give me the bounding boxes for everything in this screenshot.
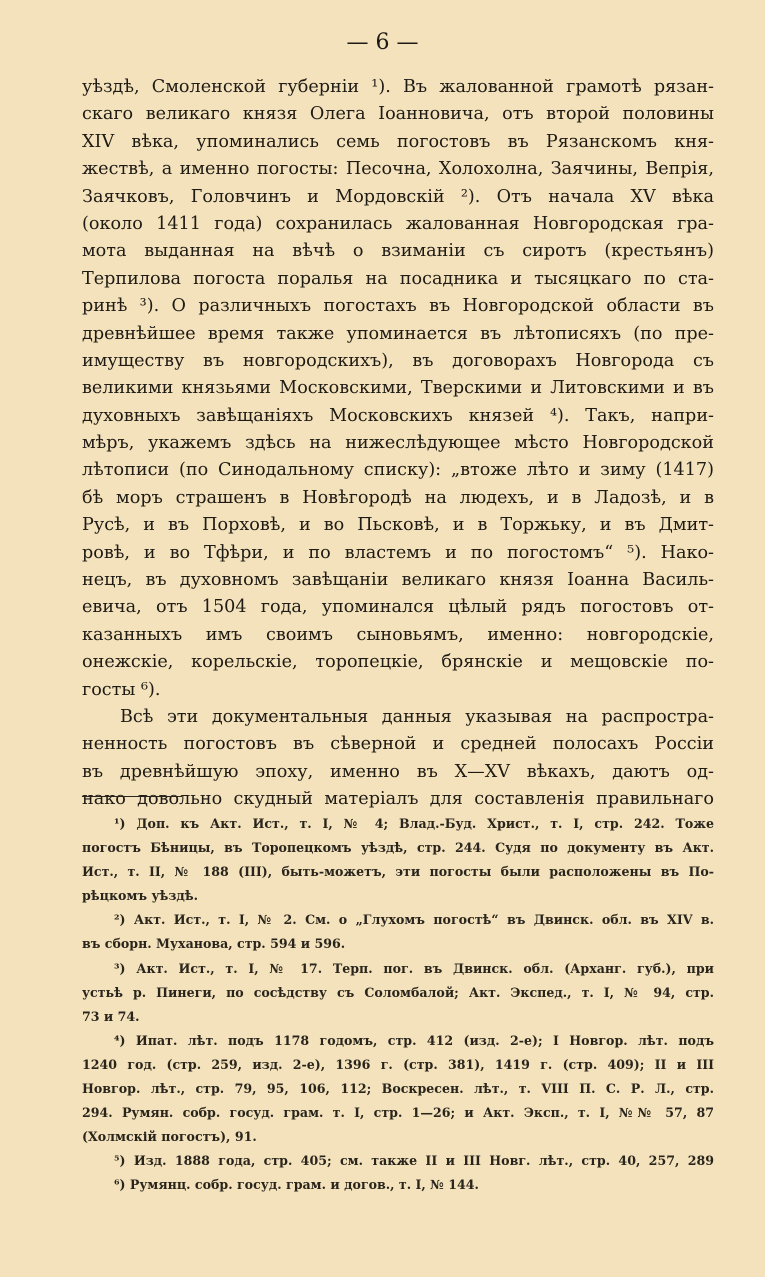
- text-line: древнѣйшее время также упоминается въ лѣтописяхъ (по пре-: [82, 323, 714, 344]
- footnote-line: рѣцкомъ уѣздѣ.: [82, 888, 199, 904]
- text-line: уѣздѣ, Смоленской губерніи ¹). Въ жалованной грамотѣ рязан-: [82, 77, 714, 97]
- text-line: Заячковъ, Головчинъ и Мордовскій ²). Отъ начала XV вѣка: [82, 186, 714, 207]
- text-line: казанныхъ имъ своимъ сыновьямъ, именно: новгородскіе,: [82, 624, 714, 645]
- text-line: ровѣ, и во Тфѣри, и по властемъ и по погостомъ“ ⁵). Нако-: [82, 542, 714, 563]
- footnotes: [82, 812, 714, 1198]
- text-line: ненность погостовъ въ сѣверной и средней полосахъ Россіи: [82, 734, 714, 755]
- text-line: евича, отъ 1504 года, упоминался цѣлый рядъ погостовъ от-: [82, 597, 714, 618]
- text-line: въ древнѣйшую эпоху, именно въ X—XV вѣкахъ, даютъ од-: [82, 761, 714, 782]
- text-line: жествѣ, а именно погосты: Песочна, Холохолна, Заячины, Вепрія,: [82, 159, 714, 180]
- text-line: ринѣ ³). О различныхъ погостахъ въ Новгородской области въ: [82, 296, 714, 317]
- text-line: Всѣ эти документальныя данныя указывая на распростра-: [120, 706, 714, 727]
- footnote-line: ⁶) Румянц. собр. госуд. грам. и догов., т. I, № 144.: [114, 1177, 479, 1193]
- text-line: Терпилова погоста поралья на посадника и тысяцкаго по ста-: [82, 268, 714, 289]
- text-line: XIV вѣка, упоминались семь погостовъ въ Рязанскомъ кня-: [82, 131, 714, 152]
- footnote-line: Новгор. лѣт., стр. 79, 95, 106, 112; Воскресен. лѣт., т. VIII П. С. Р. Л., стр.: [82, 1081, 714, 1097]
- footnote-line: 1240 год. (стр. 259, изд. 2-е), 1396 г. (стр. 381), 1419 г. (стр. 409); II и III: [82, 1056, 714, 1072]
- footnote-line: въ сборн. Муханова, стр. 594 и 596.: [82, 936, 346, 952]
- footnote-line: погостъ Бѣницы, въ Торопецкомъ уѣздѣ, стр. 244. Судя по документу въ Акт.: [82, 840, 714, 856]
- text-line: Русѣ, и въ Порховѣ, и во Пьсковѣ, и в Торжьку, и въ Дмит-: [82, 515, 714, 536]
- text-line: лѣтописи (по Синодальному списку): „втоже лѣто и зиму (1417): [82, 460, 714, 481]
- text-line: скаго великаго князя Олега Іоанновича, отъ второй половины: [82, 104, 714, 125]
- text-line: мѣръ, укажемъ здѣсь на нижеслѣдующее мѣсто Новгородской: [82, 433, 714, 454]
- footnote-divider: [82, 796, 182, 797]
- footnote-line: 73 и 74.: [82, 1008, 140, 1024]
- footnote-line: устьѣ р. Пинеги, по сосѣдству съ Соломбалой; Акт. Экспед., т. I, № 94, стр.: [82, 984, 714, 1000]
- text-line: госты ⁶).: [82, 679, 161, 700]
- footnote-line: ⁵) Изд. 1888 года, стр. 405; см. также II и III Новг. лѣт., стр. 40, 257, 289: [114, 1153, 714, 1169]
- text-line: мота выданная на вѣчѣ о взиманіи съ сиротъ (крестьянъ): [82, 241, 714, 262]
- text-line: онежскіе, корельскіе, торопецкіе, брянскіе и мещовскіе по-: [82, 652, 714, 673]
- footnote-line: ¹) Доп. къ Акт. Ист., т. I, № 4; Влад.-Буд. Христ., т. I, стр. 242. Тоже: [114, 816, 714, 831]
- footnote-line: 294. Румян. собр. госуд. грам. т. I, стр. 1—26; и Акт. Эксп., т. I, №№ 57, 87: [82, 1105, 714, 1121]
- text-line: имуществу въ новгородскихъ), въ договорахъ Новгорода съ: [82, 350, 714, 371]
- text-line: духовныхъ завѣщаніяхъ Московскихъ князей ⁴). Такъ, напри-: [82, 405, 714, 426]
- footnote-line: Ист., т. II, № 188 (III), быть-можетъ, эти погосты были расположены въ По-: [82, 864, 714, 880]
- footnote-line: ⁴) Ипат. лѣт. подъ 1178 годомъ, стр. 412 (изд. 2-е); I Новгор. лѣт. подъ: [114, 1032, 714, 1048]
- text-line: великими князьями Московскими, Тверскими и Литовскими и въ: [82, 378, 714, 399]
- text-line: бѣ моръ страшенъ в Новѣгородѣ на людехъ, и в Ладозѣ, и в: [82, 487, 714, 508]
- text-line: (около 1411 года) сохранилась жалованная Новгородская гра-: [82, 213, 714, 234]
- page-number: — 6 —: [346, 30, 419, 55]
- text-line: нако довольно скудный матеріалъ для составленія правильнаго: [82, 789, 714, 810]
- text-line: нецъ, въ духовномъ завѣщаніи великаго князя Іоанна Василь-: [82, 570, 714, 591]
- main-text: [82, 74, 714, 814]
- footnote-line: ²) Акт. Ист., т. I, № 2. См. о „Глухомъ погостѣ“ въ Двинск. обл. въ XIV в.: [114, 912, 714, 928]
- footnote-line: ³) Акт. Ист., т. I, № 17. Терп. пог. въ Двинск. обл. (Арханг. губ.), при: [114, 960, 714, 976]
- footnote-line: (Холмскій погостъ), 91.: [82, 1129, 257, 1145]
